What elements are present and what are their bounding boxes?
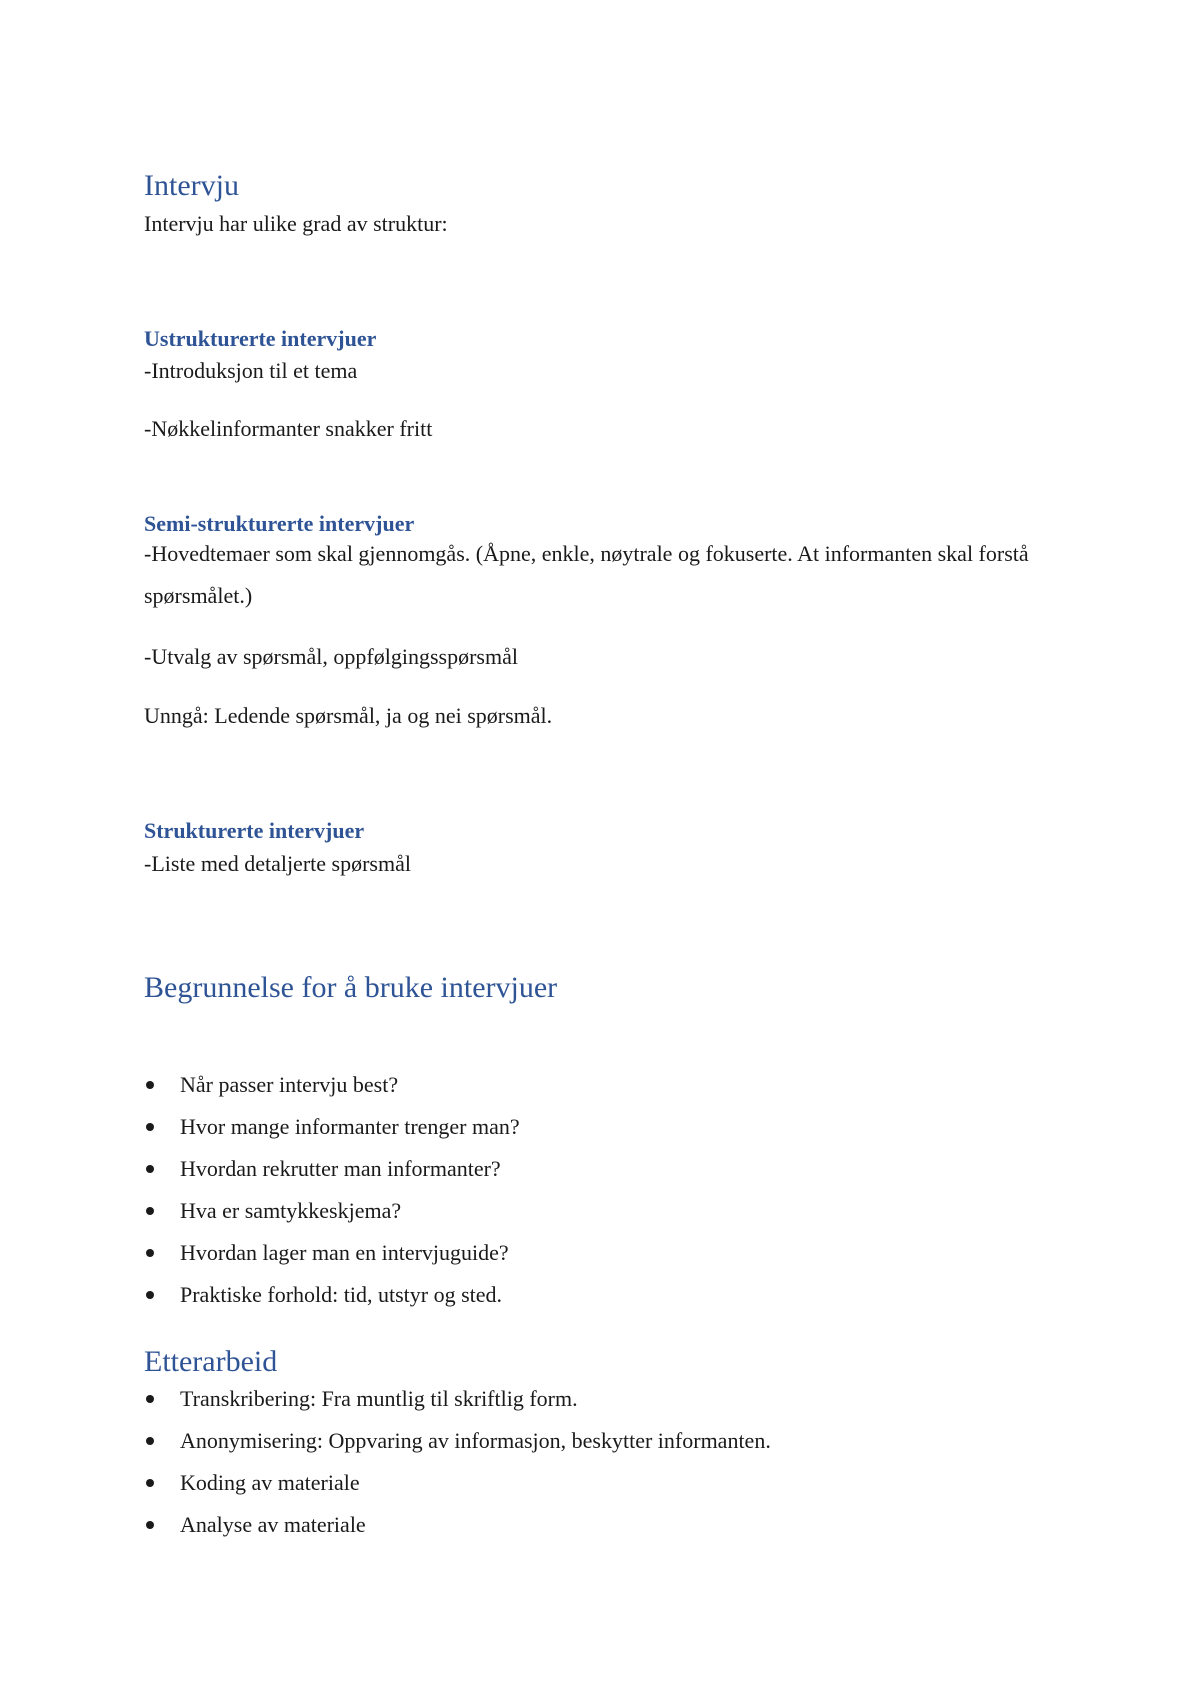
list-item [144,1115,520,1139]
list-item-text: Analyse av materiale [180,1512,366,1537]
list-item [144,1241,520,1265]
list-item [144,1283,520,1307]
heading-etterarbeid: Etterarbeid [144,1345,278,1378]
begrunnelse-list [144,1073,520,1325]
list-item-text: Hvordan lager man en intervjuguide? [180,1240,509,1265]
heading-begrunnelse: Begrunnelse for å bruke intervjuer [144,971,558,1004]
ustrukturerte-line-2: -Nøkkelinformanter snakker fritt [144,416,433,441]
bullet-icon [146,1123,154,1131]
list-item [144,1471,771,1495]
bullet-icon [146,1479,154,1487]
etterarbeid-list [144,1387,771,1555]
list-item [144,1073,520,1097]
ustrukturerte-line-1: -Introduksjon til et tema [144,358,358,383]
list-item-text: Transkribering: Fra muntlig til skriftlig form. [180,1386,578,1411]
list-item-text: Anonymisering: Oppvaring av informasjon, beskytter informanten. [180,1428,771,1453]
list-item [144,1157,520,1181]
intro-text: Intervju har ulike grad av struktur: [144,211,448,236]
list-item-text: Praktiske forhold: tid, utstyr og sted. [180,1282,503,1307]
heading-strukturerte: Strukturerte intervjuer [144,818,365,843]
bullet-icon [146,1081,154,1089]
list-item [144,1199,520,1223]
bullet-icon [146,1249,154,1257]
heading-intervju: Intervju [144,169,239,202]
bullet-icon [146,1165,154,1173]
list-item [144,1387,771,1411]
semi-paragraph: -Hovedtemaer som skal gjennomgås. (Åpne, enkle, nøytrale og fokuserte. At informanten skal forstå spørsmålet.) [144,541,1029,608]
bullet-icon [146,1437,154,1445]
list-item-text: Hvordan rekrutter man informanter? [180,1156,501,1181]
strukturerte-line-1: -Liste med detaljerte spørsmål [144,851,411,876]
list-item-text: Hva er samtykkeskjema? [180,1198,402,1223]
bullet-icon [146,1291,154,1299]
bullet-icon [146,1395,154,1403]
heading-ustrukturerte: Ustrukturerte intervjuer [144,326,377,351]
list-item-text: Hvor mange informanter trenger man? [180,1114,520,1139]
bullet-icon [146,1207,154,1215]
heading-semi-strukturerte: Semi-strukturerte intervjuer [144,511,415,536]
semi-line-2: Unngå: Ledende spørsmål, ja og nei spørsmål. [144,703,553,728]
list-item [144,1429,771,1453]
semi-line-1: -Utvalg av spørsmål, oppfølgingsspørsmål [144,644,518,669]
bullet-icon [146,1521,154,1529]
list-item-text: Koding av materiale [180,1470,360,1495]
list-item-text: Når passer intervju best? [180,1072,399,1097]
list-item [144,1513,771,1537]
